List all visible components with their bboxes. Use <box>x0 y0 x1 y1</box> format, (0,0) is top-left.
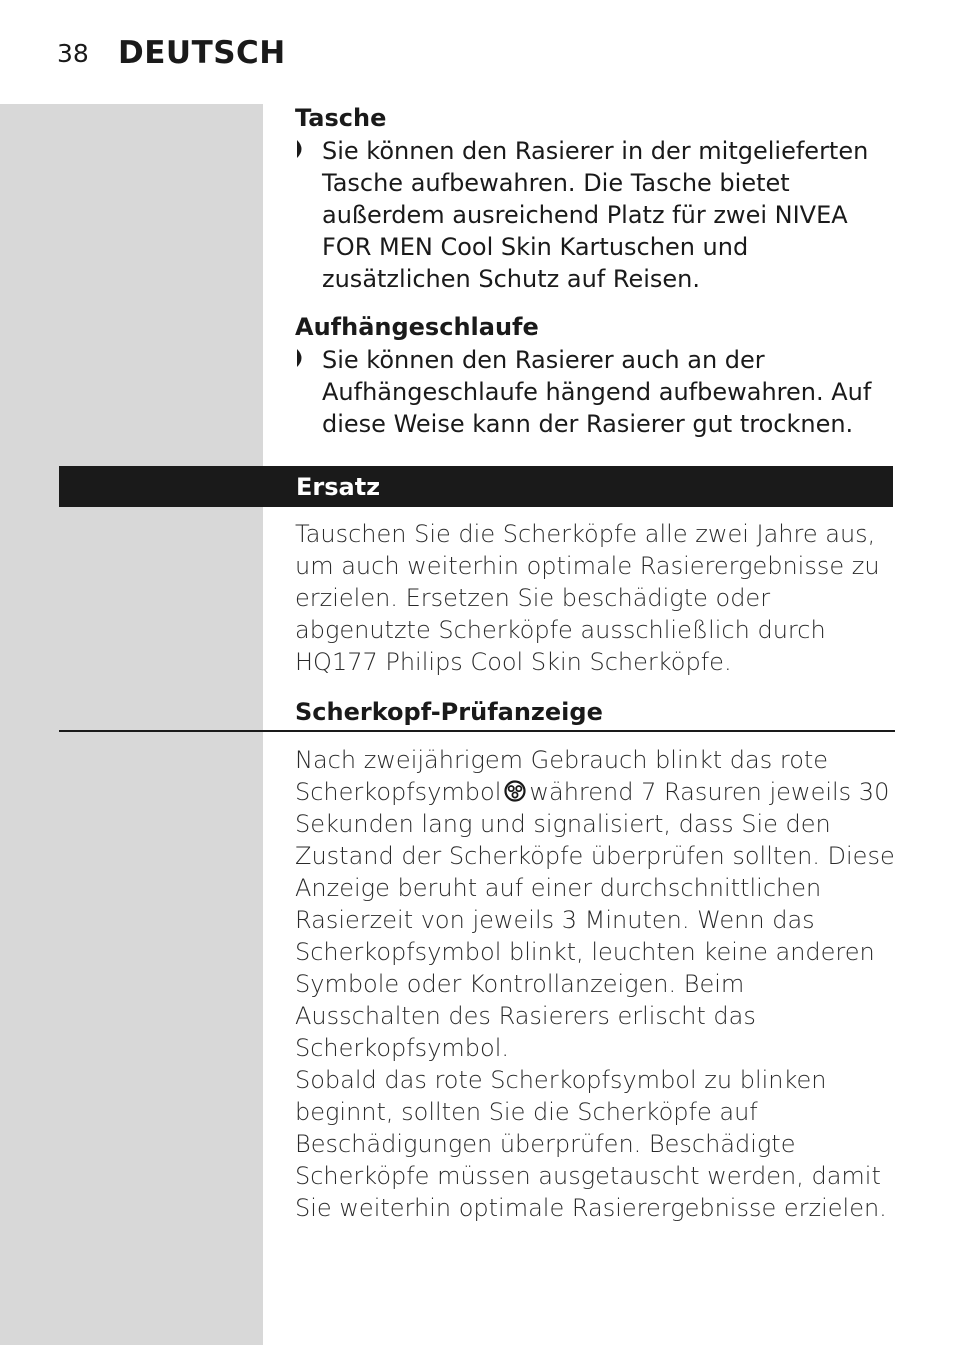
section-language-title: DEUTSCH <box>118 35 286 71</box>
pruefanzeige-heading: Scherkopf-Prüfanzeige <box>295 698 603 726</box>
pruefanzeige-paragraph-2: Sobald das rote Scherkopfsymbol zu blinken beginnt, sollten Sie die Scherköpfe auf Beschädigungen überprüfen. Beschädigte Scherköpfe müssen ausgetauscht werden, damit Sie weiterhin optimale Rasierergebnisse erzielen. <box>295 1066 887 1222</box>
pruefanzeige-heading-block <box>295 697 895 727</box>
ersatz-bar-title: Ersatz <box>296 473 381 501</box>
shaving-head-icon <box>504 778 526 800</box>
ersatz-section <box>295 518 895 678</box>
pruefanzeige-text-before-icon: Nach zweijährigem Gebrauch blinkt das rote Scherkopfsymbol <box>295 746 829 806</box>
tasche-heading: Tasche <box>295 104 387 132</box>
pruefanzeige-paragraph-1 <box>295 744 895 1064</box>
aufhaengeschlaufe-bullet-item <box>295 344 895 440</box>
aufhaengeschlaufe-bullet-text: Sie können den Rasierer auch an der Aufhängeschlaufe hängend aufbewahren. Auf diese Weise kann der Rasierer gut trocknen. <box>322 346 872 438</box>
pruefanzeige-text-after-icon: während 7 Rasuren jeweils 30 Sekunden lang und signalisiert, dass Sie den Zustand der Scherköpfe überprüfen sollten. Diese Anzeige beruht auf einer durchschnittlichen Rasierzeit von jeweils 3 Minuten. Wenn das Scherkopfsymbol blinkt, leuchten keine anderen Symbole oder Kontrollanzeigen. Beim Ausschalten des Rasierers erlischt das Scherkopfsymbol. <box>295 778 895 1062</box>
page-number: 38 <box>57 39 89 68</box>
section-divider <box>59 730 895 732</box>
ersatz-paragraph: Tauschen Sie die Scherköpfe alle zwei Jahre aus, um auch weiterhin optimale Rasierergebnisse zu erzielen. Ersetzen Sie beschädigte oder abgenutzte Scherköpfe ausschließlich durch HQ177 Philips Cool Skin Scherköpfe. <box>295 520 880 676</box>
tasche-bullet-item <box>295 135 895 295</box>
ersatz-section-bar <box>59 466 893 507</box>
aufhaengeschlaufe-section <box>295 312 895 440</box>
tasche-bullet-text: Sie können den Rasierer in der mitgelieferten Tasche aufbewahren. Die Tasche bietet außerdem ausreichend Platz für zwei NIVEA FOR MEN Cool Skin Kartuschen und zusätzlichen Schutz auf Reisen. <box>322 137 869 293</box>
bullet-triangle-icon <box>295 344 322 376</box>
left-sidebar-band <box>0 104 263 1345</box>
pruefanzeige-section <box>295 744 895 1224</box>
bullet-triangle-icon <box>295 135 322 167</box>
aufhaengeschlaufe-heading: Aufhängeschlaufe <box>295 313 539 341</box>
tasche-section <box>295 103 895 295</box>
